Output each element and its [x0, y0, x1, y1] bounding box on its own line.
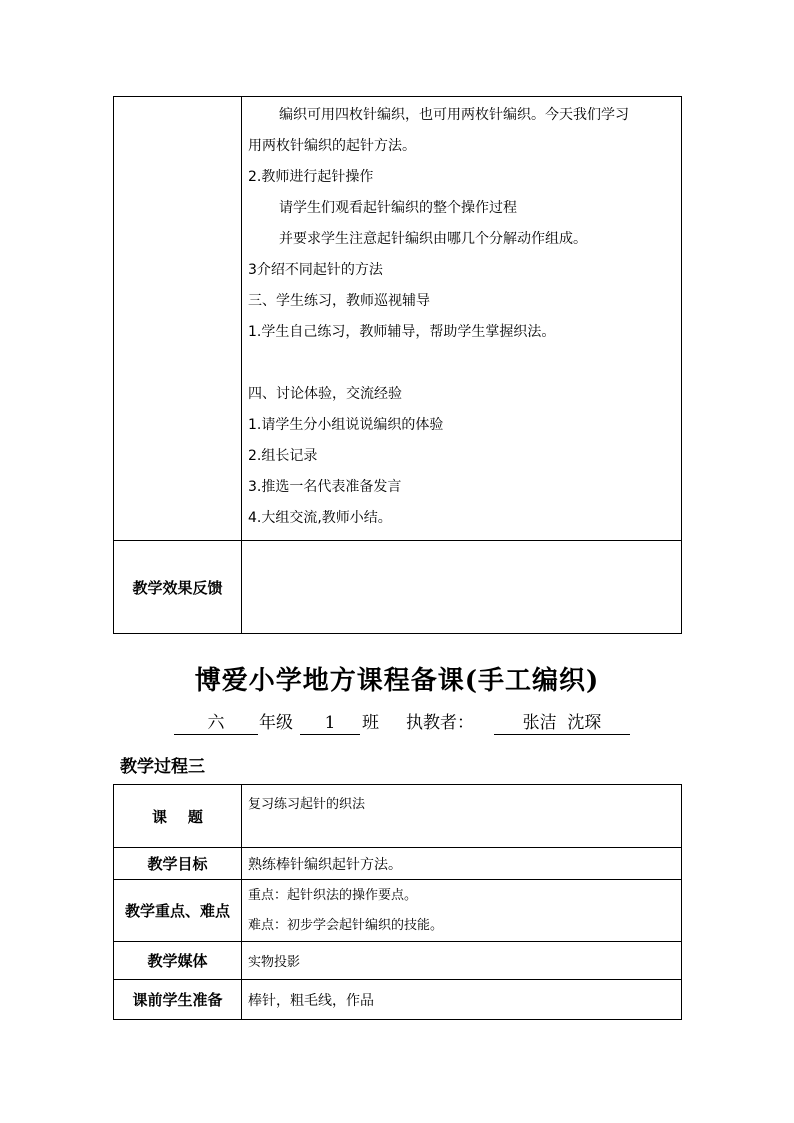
page-title: 博爱小学地方课程备课(手工编织) [194, 666, 600, 696]
process-line: 1.请学生分小组说说编织的体验 [248, 417, 444, 433]
process-line: 3介绍不同起针的方法 [248, 262, 383, 278]
process-line: 四、讨论体验，交流经验 [248, 386, 402, 402]
preparation-value: 棒针，粗毛线，作品 [242, 980, 682, 1020]
class-info-line [0, 712, 794, 736]
process-line: 用两枚针编织的起针方法。 [248, 138, 416, 154]
key-points-value [242, 880, 682, 942]
process-line: 2.教师进行起针操作 [248, 169, 374, 185]
key-point-line: 重点：起针织法的操作要点。 [248, 887, 418, 903]
process-line: 2.组长记录 [248, 448, 318, 464]
empty-label-cell [114, 97, 242, 541]
class-label: 班 [362, 713, 379, 733]
process-line: 三、学生练习，教师巡视辅导 [248, 293, 430, 309]
class-value: 1 [300, 712, 360, 735]
process-line: 并要求学生注意起针编织由哪几个分解动作组成。 [279, 231, 587, 247]
difficulty-line: 难点：初步学会起针编织的技能。 [248, 917, 444, 933]
teacher-label: 执教者： [406, 713, 474, 733]
section-title: 教学过程三 [120, 757, 205, 777]
grade-label: 年级 [259, 713, 293, 733]
preparation-label: 课前学生准备 [114, 980, 242, 1020]
media-value: 实物投影 [242, 942, 682, 980]
teacher-value: 张洁 沈琛 [494, 712, 630, 735]
media-label: 教学媒体 [114, 942, 242, 980]
grade-value: 六 [174, 712, 258, 735]
feedback-label: 教学效果反馈 [114, 541, 242, 634]
topic-value: 复习练习起针的织法 [242, 785, 682, 848]
feedback-content-cell [242, 541, 682, 634]
key-points-label: 教学重点、难点 [114, 880, 242, 942]
process-line: 3.推选一名代表准备发言 [248, 479, 402, 495]
lesson-process-table [113, 96, 682, 634]
lesson-info-table [113, 784, 682, 1020]
objective-value: 熟练棒针编织起针方法。 [242, 848, 682, 880]
blank-line [248, 348, 675, 379]
process-line: 4.大组交流,教师小结。 [248, 510, 392, 526]
process-content-cell [242, 97, 682, 541]
topic-label: 课 题 [114, 785, 242, 848]
process-line: 请学生们观看起针编织的整个操作过程 [279, 200, 517, 216]
process-line: 编织可用四枚针编织，也可用两枚针编织。今天我们学习 [279, 107, 629, 123]
process-line: 1.学生自己练习，教师辅导，帮助学生掌握织法。 [248, 324, 556, 340]
objective-label: 教学目标 [114, 848, 242, 880]
